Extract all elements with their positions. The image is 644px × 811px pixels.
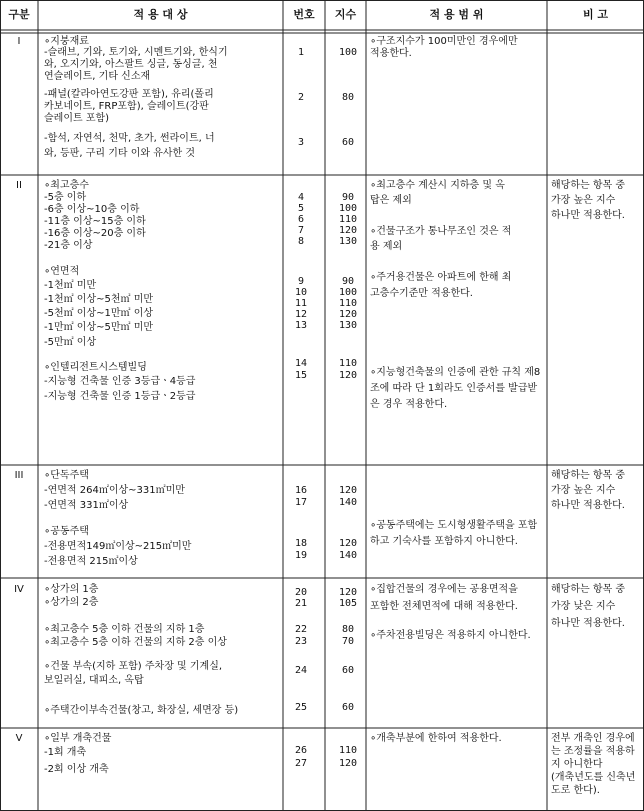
- row-index: 60: [342, 137, 355, 148]
- range-text: ∘주차전용빌딩은 적용하지 아니한다.: [370, 630, 531, 641]
- range-text: ∘개축부분에 한하여 적용한다.: [370, 733, 502, 744]
- range-text: 탑은 제외: [370, 195, 412, 206]
- range-text: 은 경우 적용한다.: [370, 399, 448, 410]
- row-index: 70: [342, 636, 355, 647]
- header-range: 적 용 범 위: [429, 8, 484, 21]
- row-number: 13: [295, 320, 308, 331]
- row-number: 4: [298, 192, 305, 203]
- row-index: 110: [339, 358, 358, 369]
- list-item: ∘최고층수 5층 이하 건물의 지하 2층 이상: [44, 637, 227, 648]
- row-index: 130: [339, 236, 358, 247]
- row-index: 120: [339, 309, 358, 320]
- row-index: 140: [339, 550, 358, 561]
- row-index: 130: [339, 320, 358, 331]
- range-text: 조에 따라 단 1회라도 인증서를 발급받: [370, 383, 538, 394]
- row-index: 110: [339, 745, 358, 756]
- row-number: 14: [295, 358, 308, 369]
- list-item: ∘인텔리전트시스템빌딩: [44, 362, 147, 373]
- list-item: -21층 이상: [44, 240, 93, 251]
- row-number: 7: [298, 225, 305, 236]
- header-target: 적 용 대 상: [133, 8, 188, 21]
- row-index: 120: [339, 370, 358, 381]
- remark-text: 는 조정률을 적용하: [551, 746, 635, 757]
- header-index: 지수: [334, 8, 357, 21]
- remark-text: 지 아니한다: [551, 759, 603, 770]
- range-text: ∘건물구조가 통나무조인 것은 적: [370, 226, 512, 237]
- row-number: 9: [298, 276, 305, 287]
- list-item: -2회 이상 개축: [44, 764, 109, 775]
- list-item: ∘공동주택: [44, 526, 89, 537]
- row-number: 24: [295, 665, 308, 676]
- list-item: -1만㎡ 이상~5만㎡ 미만: [44, 322, 154, 333]
- list-item: ∘단독주택: [44, 470, 89, 481]
- remark-text: 가장 높은 지수: [551, 485, 616, 496]
- range-text: ∘집합건물의 경우에는 공용면적을: [370, 584, 518, 595]
- list-item: ∘연면적: [44, 266, 80, 277]
- list-item: 와, 오지기와, 아스팔트 싱글, 동싱글, 천: [44, 59, 218, 70]
- list-item: -1회 개축: [44, 747, 87, 758]
- range-text: 용 제외: [370, 241, 403, 252]
- list-item: 보일러실, 대피소, 옥탑: [44, 675, 144, 686]
- section-iii-label: III: [14, 470, 24, 481]
- remark-text: 도로 한다).: [551, 785, 600, 796]
- remark-text: 가장 낮은 지수: [551, 601, 616, 612]
- remark-text: 하나만 적용한다.: [551, 618, 625, 629]
- list-item: -전용면적 215㎡이상: [44, 556, 138, 567]
- range-text: 고층수기준만 적용한다.: [370, 288, 473, 299]
- list-item: -11층 이상~15층 이하: [44, 216, 146, 227]
- header-number: 번호: [293, 8, 315, 21]
- list-item: -1천㎡ 이상~5천㎡ 미만: [44, 294, 154, 305]
- row-number: 1: [298, 47, 305, 58]
- list-item: ∘일부 개축건물: [44, 733, 112, 744]
- range-text: ∘구조지수가 100미만인 경우에만: [370, 36, 518, 47]
- list-item: ∘상가의 2층: [44, 597, 99, 608]
- row-number: 27: [295, 758, 308, 769]
- range-text: 적용한다.: [370, 48, 412, 59]
- list-item: -지능형 건축물 인증 1등급ㆍ2등급: [44, 391, 196, 402]
- row-number: 5: [298, 203, 305, 214]
- row-number: 10: [295, 287, 308, 298]
- list-item: -패널(칼라아연도강판 포함), 유리(폴리: [44, 89, 214, 100]
- header-gubun: 구분: [8, 8, 30, 21]
- list-item: 와, 등판, 구리 기타 이와 유사한 것: [44, 148, 196, 159]
- remark-text: 하나만 적용한다.: [551, 210, 625, 221]
- list-item: ∘주택간이부속건물(창고, 화장실, 세면장 등): [44, 705, 239, 716]
- list-item: -5천㎡ 이상~1만㎡ 이상: [44, 308, 154, 319]
- row-number: 6: [298, 214, 305, 225]
- row-index: 140: [339, 497, 358, 508]
- remark-text: 전부 개축인 경우에: [551, 733, 635, 744]
- list-item: ∘지붕재료: [44, 36, 89, 47]
- list-item: -함석, 자연석, 천막, 초가, 썬라이트, 너: [44, 133, 215, 144]
- range-text: 하고 기숙사를 포함하지 아니한다.: [370, 536, 518, 547]
- row-index: 120: [339, 587, 358, 598]
- row-number: 18: [295, 538, 308, 549]
- section-v-label: V: [15, 733, 23, 744]
- row-index: 60: [342, 665, 355, 676]
- row-number: 19: [295, 550, 308, 561]
- row-index: 120: [339, 485, 358, 496]
- row-number: 17: [295, 497, 308, 508]
- range-text: ∘공동주택에는 도시형생활주택을 포함: [370, 520, 538, 531]
- row-index: 90: [342, 192, 355, 203]
- header-remark: 비 고: [582, 8, 609, 21]
- remark-text: 해당하는 항목 중: [551, 584, 625, 595]
- row-number: 8: [298, 236, 305, 247]
- row-index: 90: [342, 276, 355, 287]
- list-item: -1천㎡ 미만: [44, 280, 97, 291]
- row-index: 120: [339, 538, 358, 549]
- row-index: 80: [342, 92, 355, 103]
- row-number: 21: [295, 598, 308, 609]
- range-text: ∘주거용건물은 아파트에 한해 최: [370, 272, 512, 283]
- range-text: ∘최고층수 계산시 지하층 및 옥: [370, 180, 505, 191]
- row-index: 60: [342, 702, 355, 713]
- list-item: -5층 이하: [44, 192, 87, 203]
- row-index: 80: [342, 624, 355, 635]
- row-number: 3: [298, 137, 305, 148]
- list-item: -연면적 331㎡이상: [44, 500, 129, 511]
- list-item: ∘건물 부속(지하 포함) 주차장 및 기계실,: [44, 661, 223, 672]
- row-index: 100: [339, 47, 358, 58]
- row-number: 11: [295, 298, 308, 309]
- section-ii-label: II: [16, 180, 22, 191]
- row-number: 23: [295, 636, 308, 647]
- remark-text: 해당하는 항목 중: [551, 180, 625, 191]
- row-number: 26: [295, 745, 308, 756]
- list-item: -16층 이상~20층 이하: [44, 228, 146, 239]
- row-index: 105: [339, 598, 358, 609]
- section-iv-label: IV: [14, 584, 24, 595]
- remark-text: 해당하는 항목 중: [551, 470, 625, 481]
- list-item: -연면적 264㎡이상~331㎡미만: [44, 485, 185, 496]
- remark-text: 하나만 적용한다.: [551, 500, 625, 511]
- row-index: 100: [339, 203, 358, 214]
- list-item: -6층 이상~10층 이하: [44, 204, 140, 215]
- row-index: 120: [339, 758, 358, 769]
- row-number: 16: [295, 485, 308, 496]
- list-item: -전용면적149㎡이상~215㎡미만: [44, 541, 192, 552]
- list-item: -슬래브, 기와, 토기와, 시멘트기와, 한식기: [44, 47, 228, 58]
- row-number: 2: [298, 92, 305, 103]
- row-number: 22: [295, 624, 308, 635]
- list-item: -지능형 건축물 인증 3등급ㆍ4등급: [44, 376, 196, 387]
- row-index: 110: [339, 298, 358, 309]
- range-text: ∘지능형건축물의 인증에 관한 규칙 제8: [370, 367, 541, 378]
- list-item: 연슬레이트, 기타 신소재: [44, 71, 151, 82]
- list-item: ∘최고층수 5층 이하 건물의 지하 1층: [44, 624, 205, 635]
- section-i-label: I: [17, 36, 21, 47]
- row-index: 110: [339, 214, 358, 225]
- row-index: 100: [339, 287, 358, 298]
- remark-text: (개축년도를 신축년: [551, 772, 636, 783]
- range-text: 포함한 전체면적에 대해 적용한다.: [370, 601, 518, 612]
- list-item: -5만㎡ 이상: [44, 337, 97, 348]
- row-index: 120: [339, 225, 358, 236]
- list-item: 슬레이트 포함): [44, 113, 110, 124]
- row-number: 20: [295, 587, 308, 598]
- row-number: 15: [295, 370, 308, 381]
- list-item: ∘상가의 1층: [44, 584, 99, 595]
- row-number: 12: [295, 309, 308, 320]
- list-item: 카보네이트, FRP포함), 슬레이트(강판: [44, 101, 209, 112]
- row-number: 25: [295, 702, 308, 713]
- remark-text: 가장 높은 지수: [551, 195, 616, 206]
- list-item: ∘최고층수: [44, 180, 89, 191]
